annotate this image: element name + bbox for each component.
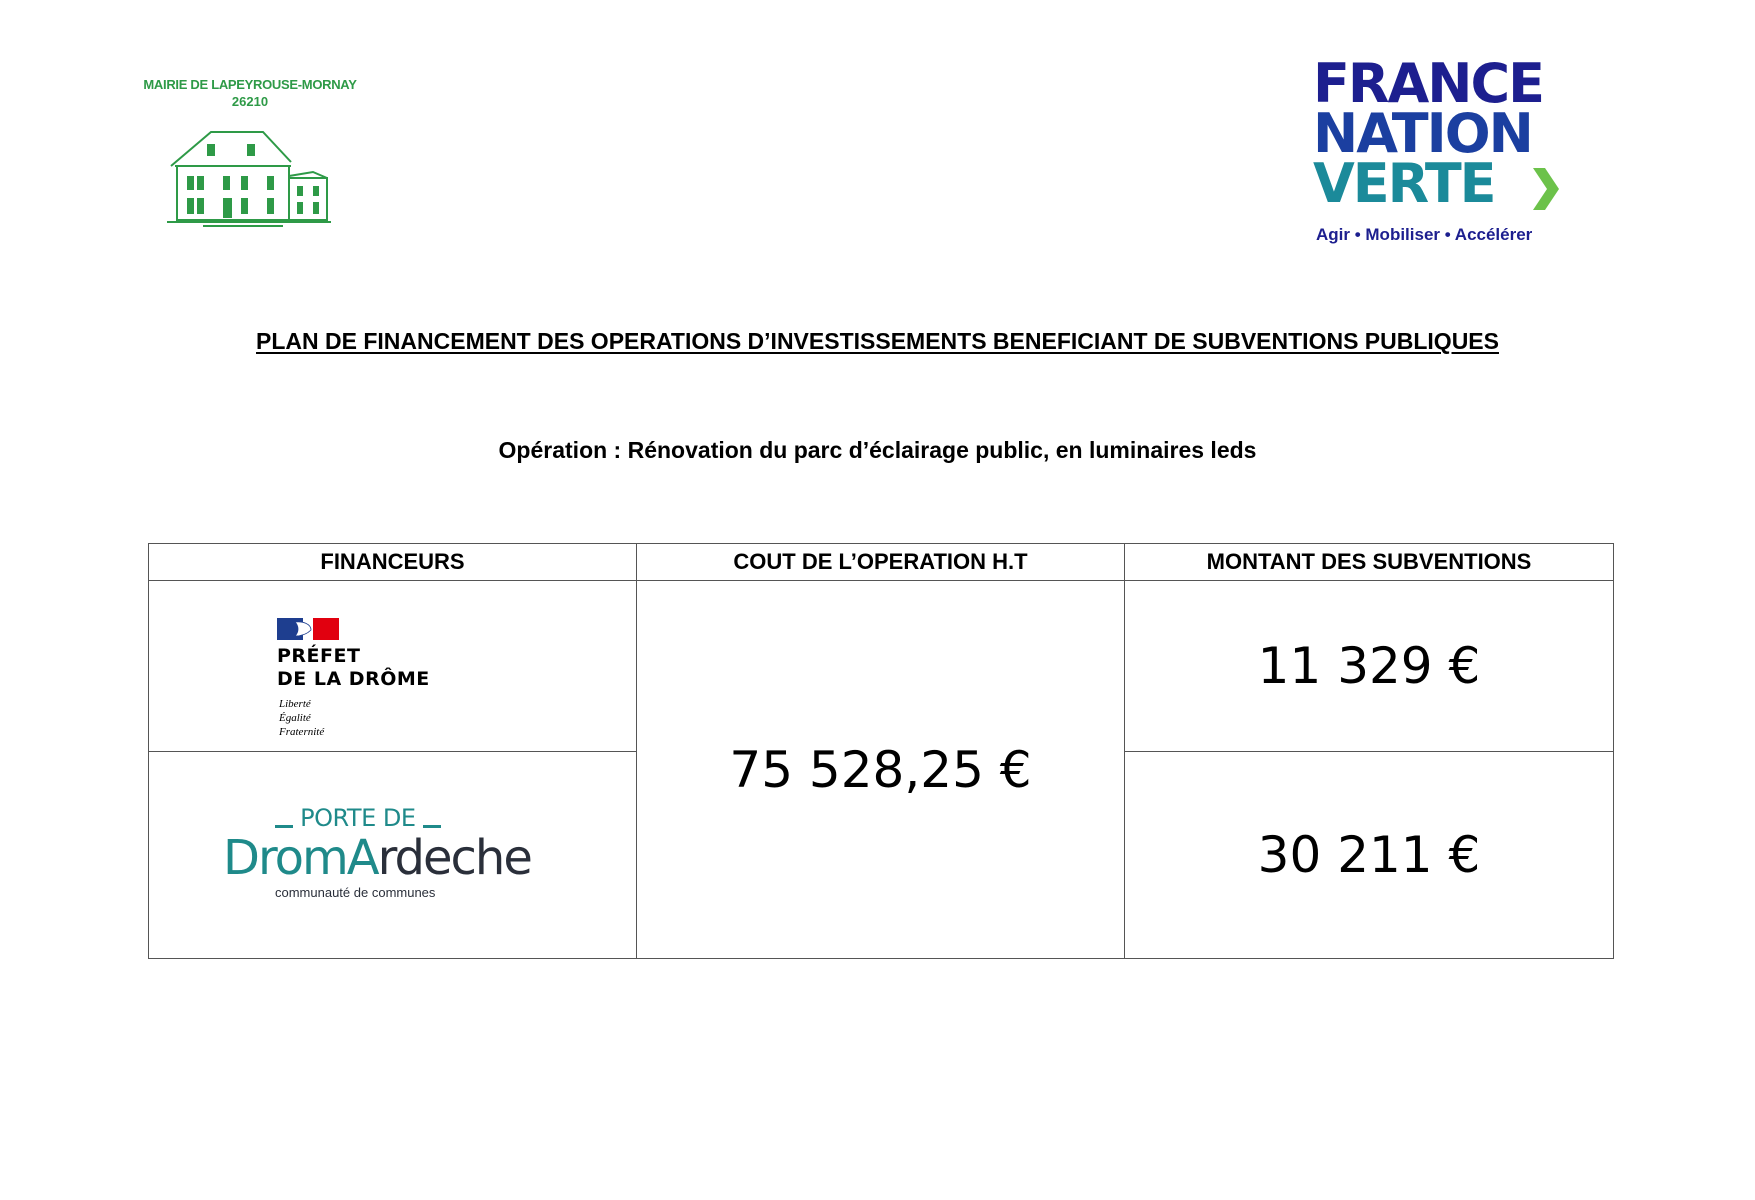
header-montant: MONTANT DES SUBVENTIONS (1125, 544, 1614, 581)
prefet-name-line1: PRÉFET (277, 645, 361, 667)
france-nation-verte-logo (1313, 52, 1583, 248)
motto-liberte: Liberté (279, 698, 311, 710)
chevron-right-icon (1531, 166, 1561, 212)
pda-main-text (223, 830, 531, 886)
prefet-name (277, 645, 430, 691)
fnv-line-france: FRANCE (1313, 52, 1543, 115)
fnv-tagline: Agir • Mobiliser • Accélérer (1316, 225, 1533, 244)
fnv-line-verte: VERTE (1313, 152, 1495, 215)
mairie-logo (125, 76, 375, 236)
document-title: PLAN DE FINANCEMENT DES OPERATIONS D’INVESTISSEMENTS BENEFICIANT DE SUBVENTIONS PUBLIQUES (256, 328, 1499, 354)
header-cout: COUT DE L’OPERATION H.T (637, 544, 1125, 581)
subvention-amount: 30 211 € (1125, 752, 1614, 959)
pda-bar-left (275, 825, 293, 828)
pda-bar-right (423, 825, 441, 828)
table-row (149, 581, 1614, 752)
subvention-amount: 11 329 € (1125, 581, 1614, 752)
porte-de-dromardeche-logo (223, 800, 543, 910)
marianne-flag-icon (277, 618, 339, 642)
financeur-cell (149, 581, 637, 752)
pda-rdeche: rdeche (377, 830, 531, 886)
prefet-name-line2: DE LA DRÔME (277, 668, 430, 690)
financing-table (148, 543, 1614, 959)
prefet-motto (279, 697, 324, 739)
operation-description: Opération : Rénovation du parc d’éclairage public, en luminaires leds (498, 437, 1257, 463)
prefet-drome-logo (277, 591, 457, 741)
pda-drom: Drom (223, 830, 347, 886)
table-header-row (149, 544, 1614, 581)
pda-top-line (275, 804, 441, 832)
motto-fraternite: Fraternité (279, 726, 325, 738)
pda-a: A (346, 830, 378, 886)
pda-subtitle: communauté de communes (275, 885, 436, 900)
header-financeurs: FINANCEURS (149, 544, 637, 581)
town-hall-building-icon (163, 118, 333, 228)
motto-egalite: Égalité (279, 712, 311, 724)
mairie-postal-code: 26210 (231, 94, 269, 109)
fnv-line-nation: NATION (1313, 102, 1532, 165)
financeur-cell (149, 752, 637, 959)
operation-cost: 75 528,25 € (637, 581, 1125, 959)
pda-top-text: PORTE DE (300, 804, 416, 832)
mairie-name: MAIRIE DE LAPEYROUSE-MORNAY (143, 77, 357, 92)
